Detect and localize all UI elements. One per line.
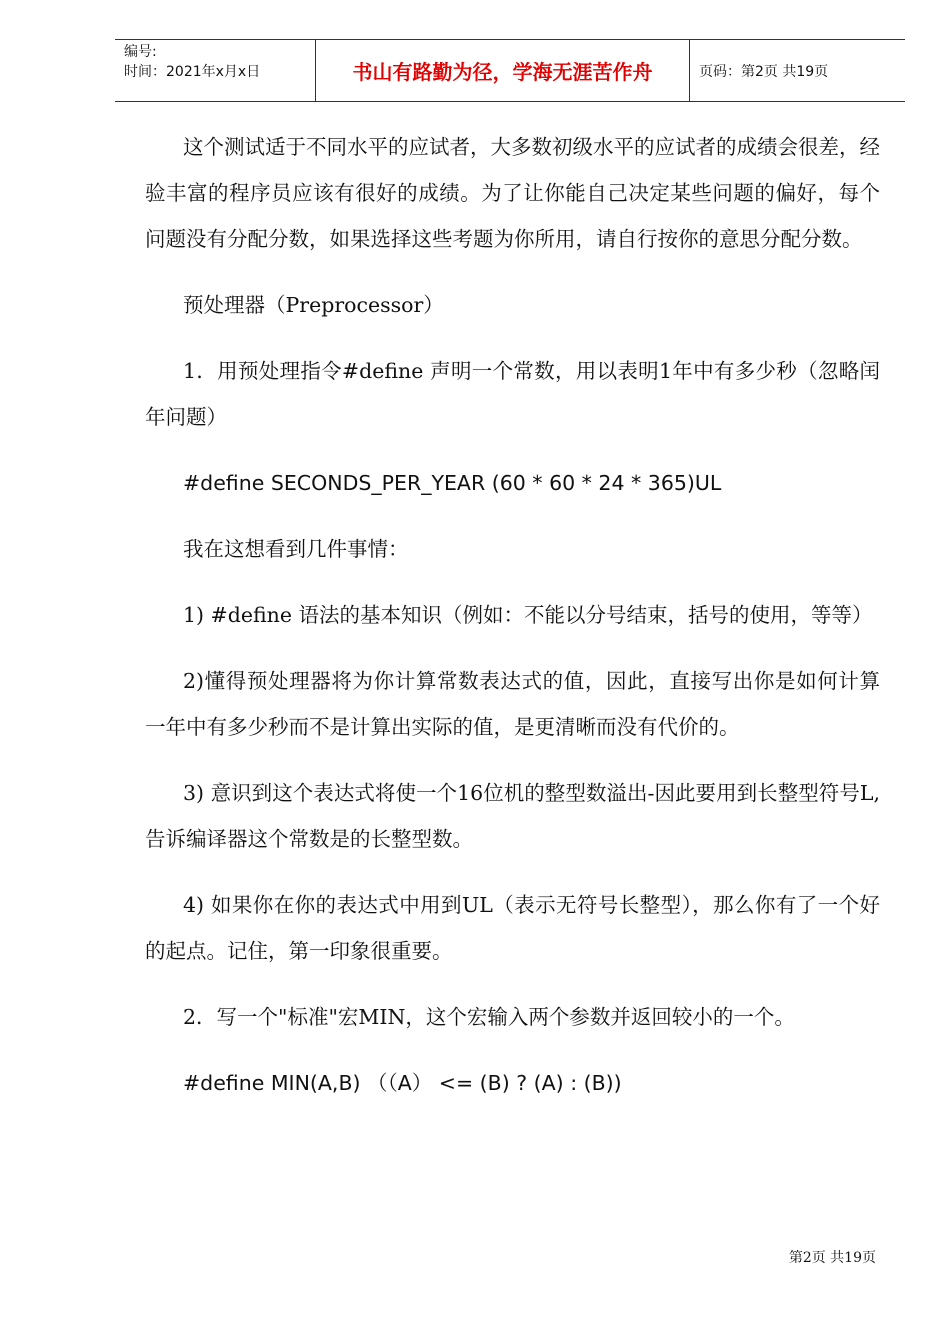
expectations-intro: 我在这想看到几件事情： — [183, 537, 409, 561]
header-time-label: 时间：2021年x月x日 — [124, 64, 261, 80]
page-header — [115, 39, 905, 102]
code-seconds-per-year: #define SECONDS_PER_YEAR (60 * 60 * 24 * 365)UL — [183, 471, 722, 495]
intro-paragraph: 这个测试适于不同水平的应试者，大多数初级水平的应试者的成绩会很差，经验丰富的程序员应该有很好的成绩。为了让你能自己决定某些问题的偏好，每个问题没有分配分数，如果选择这些考题为你所用，请自行按你的意思分配分数。 — [145, 135, 880, 251]
question-2: 2．写一个"标准"宏MIN，这个宏输入两个参数并返回较小的一个。 — [183, 1005, 795, 1029]
page-footer — [789, 1247, 876, 1267]
question-1: 1．用预处理指令#define 声明一个常数，用以表明1年中有多少秒（忽略闰年问题） — [145, 359, 880, 429]
document-body — [145, 124, 880, 1126]
expectation-1: 1) #define 语法的基本知识（例如：不能以分号结束，括号的使用，等等） — [183, 603, 873, 627]
header-motto-text: 书山有路勤为径，学海无涯苦作舟 — [352, 60, 653, 84]
header-motto — [316, 40, 690, 101]
header-meta — [115, 40, 316, 101]
header-page-info — [690, 40, 905, 101]
expectation-4: 4) 如果你在你的表达式中用到UL（表示无符号长整型），那么你有了一个好的起点。记住，第一印象很重要。 — [145, 893, 880, 963]
section-heading-preprocessor: 预处理器（Preprocessor） — [183, 293, 444, 317]
expectation-2: 2)懂得预处理器将为你计算常数表达式的值，因此，直接写出你是如何计算一年中有多少秒而不是计算出实际的值，是更清晰而没有代价的。 — [145, 669, 880, 739]
header-number-label: 编号: — [124, 44, 157, 60]
footer-page-number: 第2页 共19页 — [788, 1250, 876, 1266]
expectation-3: 3) 意识到这个表达式将使一个16位机的整型数溢出-因此要用到长整型符号L,告诉编译器这个常数是的长整型数。 — [145, 781, 880, 851]
header-page-label: 页码：第2页 共19页 — [699, 63, 829, 80]
code-min-macro: #define MIN(A,B) （（A） <= (B) ? (A) : (B)) — [183, 1071, 622, 1095]
